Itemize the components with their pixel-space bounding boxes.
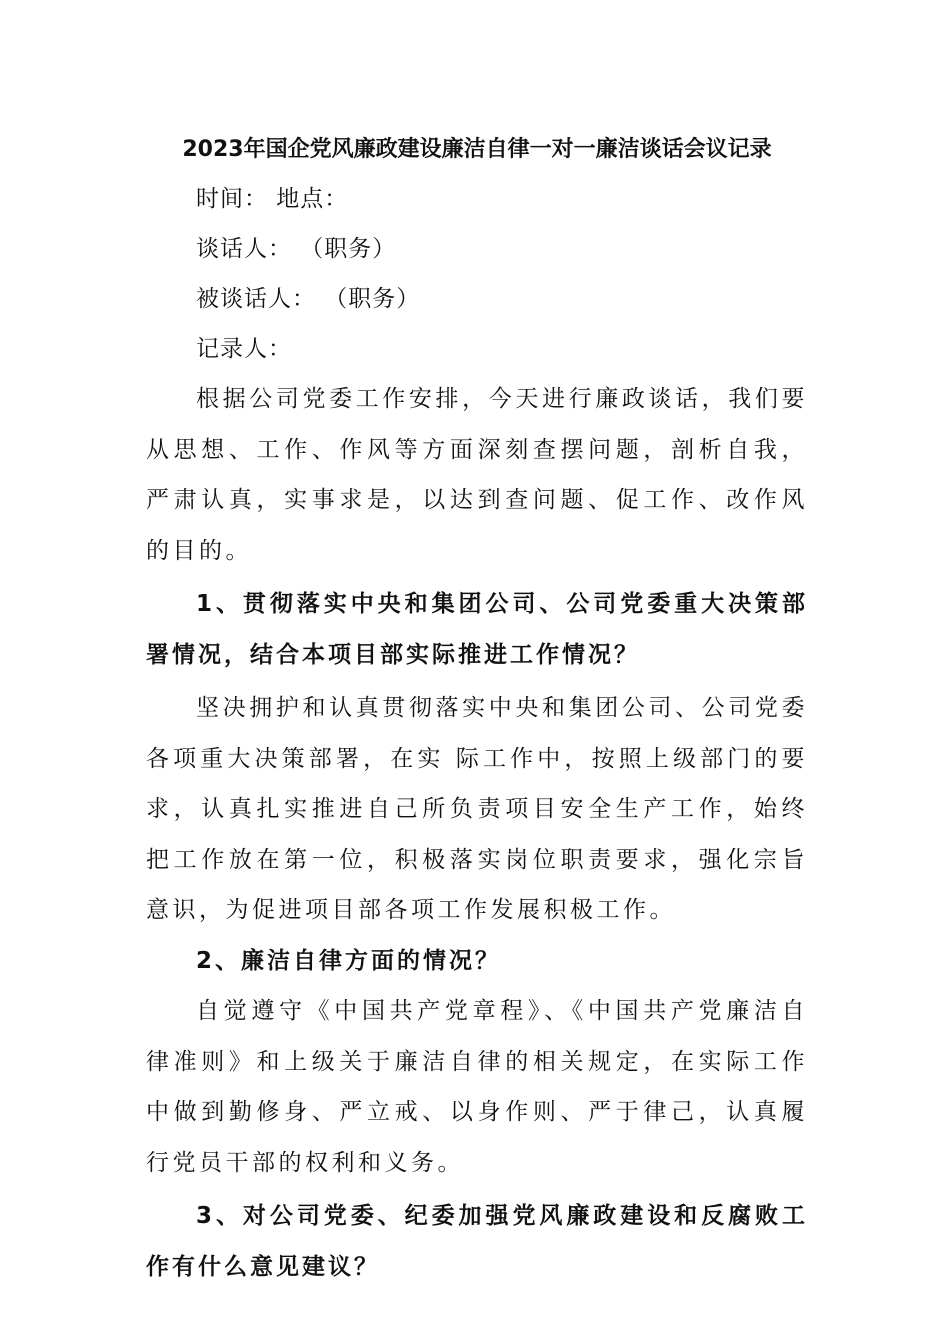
- section-question-1: 1、贯彻落实中央和集团公司、公司党委重大决策部署情况，结合本项目部实际推进工作情况？: [146, 591, 808, 668]
- meta-interviewer: 谈话人： （职务）: [196, 236, 397, 262]
- meta-interviewee: 被谈话人： （职务）: [196, 286, 421, 312]
- section-answer-2: 自觉遵守《中国共产党章程》、《中国共产党廉洁自律准则》和上级关于廉洁自律的相关规定，在实际工作中做到勤修身、严立戒、以身作则、严于律己，认真履行党员干部的权利和义务。: [146, 998, 808, 1176]
- document-title: 2023年国企党风廉政建设廉洁自律一对一廉洁谈话会议记录: [182, 137, 772, 162]
- section-answer-1: 坚决拥护和认真贯彻落实中央和集团公司、公司党委各项重大决策部署，在实 际工作中，按照上级部门的要求，认真扎实推进自己所负责项目安全生产工作，始终把工作放在第一位，积极落实岗位职责要求，强化宗旨意识，为促进项目部各项工作发展积极工作。: [146, 695, 808, 923]
- section-question-2: 2、廉洁自律方面的情况？: [196, 947, 502, 974]
- meta-time-place: 时间： 地点：: [196, 186, 349, 212]
- document-page: [146, 130, 808, 1292]
- section-question-3: 3、对公司党委、纪委加强党风廉政建设和反腐败工作有什么意见建议？: [146, 1203, 808, 1280]
- intro-paragraph: 根据公司党委工作安排，今天进行廉政谈话，我们要从思想、工作、作风等方面深刻查摆问题，剖析自我，严肃认真，实事求是，以达到查问题、促工作、改作风的目的。: [146, 386, 808, 564]
- meta-recorder: 记录人：: [196, 336, 292, 362]
